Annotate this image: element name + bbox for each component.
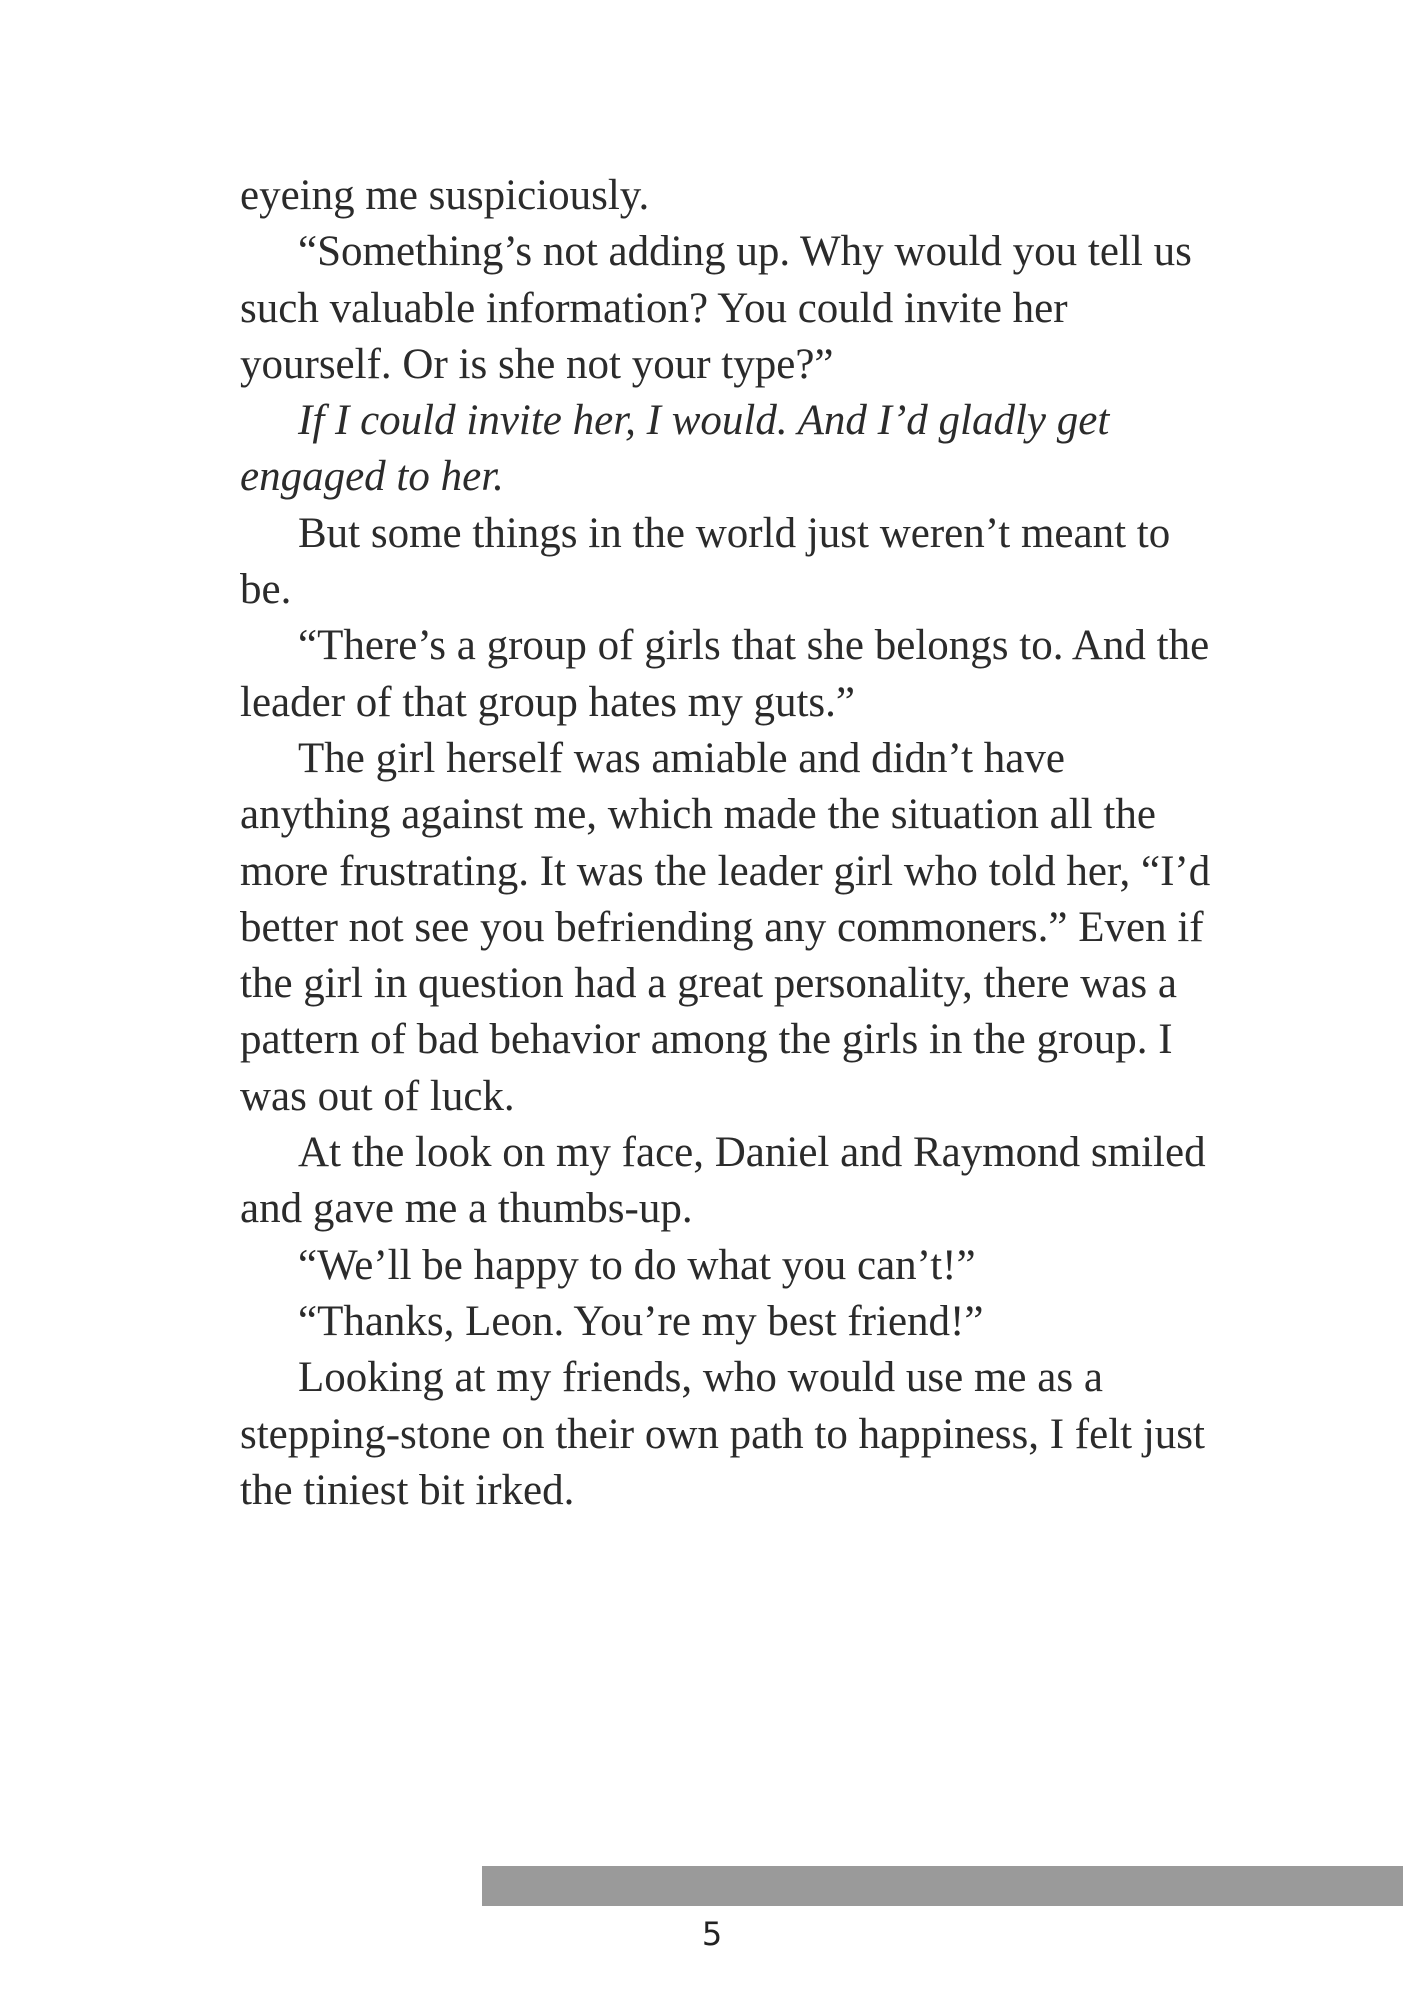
paragraph-italic-thought: If I could invite her, I would. And I’d gladly get engaged to her. (240, 397, 1110, 501)
paragraph: “Something’s not adding up. Why would you tell us such valuable information? You could invite her yourself. Or is she not your type?” (240, 228, 1192, 388)
paragraph: But some things in the world just weren’t meant to be. (240, 509, 1171, 614)
paragraph: The girl herself was amiable and didn’t have anything against me, which made the situation all the more frustrating. It was the leader girl who told her, “I’d better not see you befriending any commoners.” Even if the girl in question had a great personality, there was a pattern of bad behavior among the girls in the group. I was out of luck. (240, 734, 1211, 1120)
paragraph: eyeing me suspiciously. (240, 172, 650, 219)
paragraph: “We’ll be happy to do what you can’t!” (298, 1241, 976, 1289)
paragraph: Looking at my friends, who would use me as a stepping-stone on their own path to happiness, I felt just the tiniest bit irked. (240, 1354, 1205, 1514)
body-text (240, 168, 1212, 1519)
page-number: 5 (701, 1915, 723, 1953)
paragraph: “There’s a group of girls that she belongs to. And the leader of that group hates my guts.” (240, 622, 1210, 726)
paragraph: At the look on my face, Daniel and Raymond smiled and gave me a thumbs-up. (240, 1129, 1206, 1233)
paragraph: “Thanks, Leon. You’re my best friend!” (298, 1297, 984, 1345)
footer-bar (482, 1866, 1403, 1906)
